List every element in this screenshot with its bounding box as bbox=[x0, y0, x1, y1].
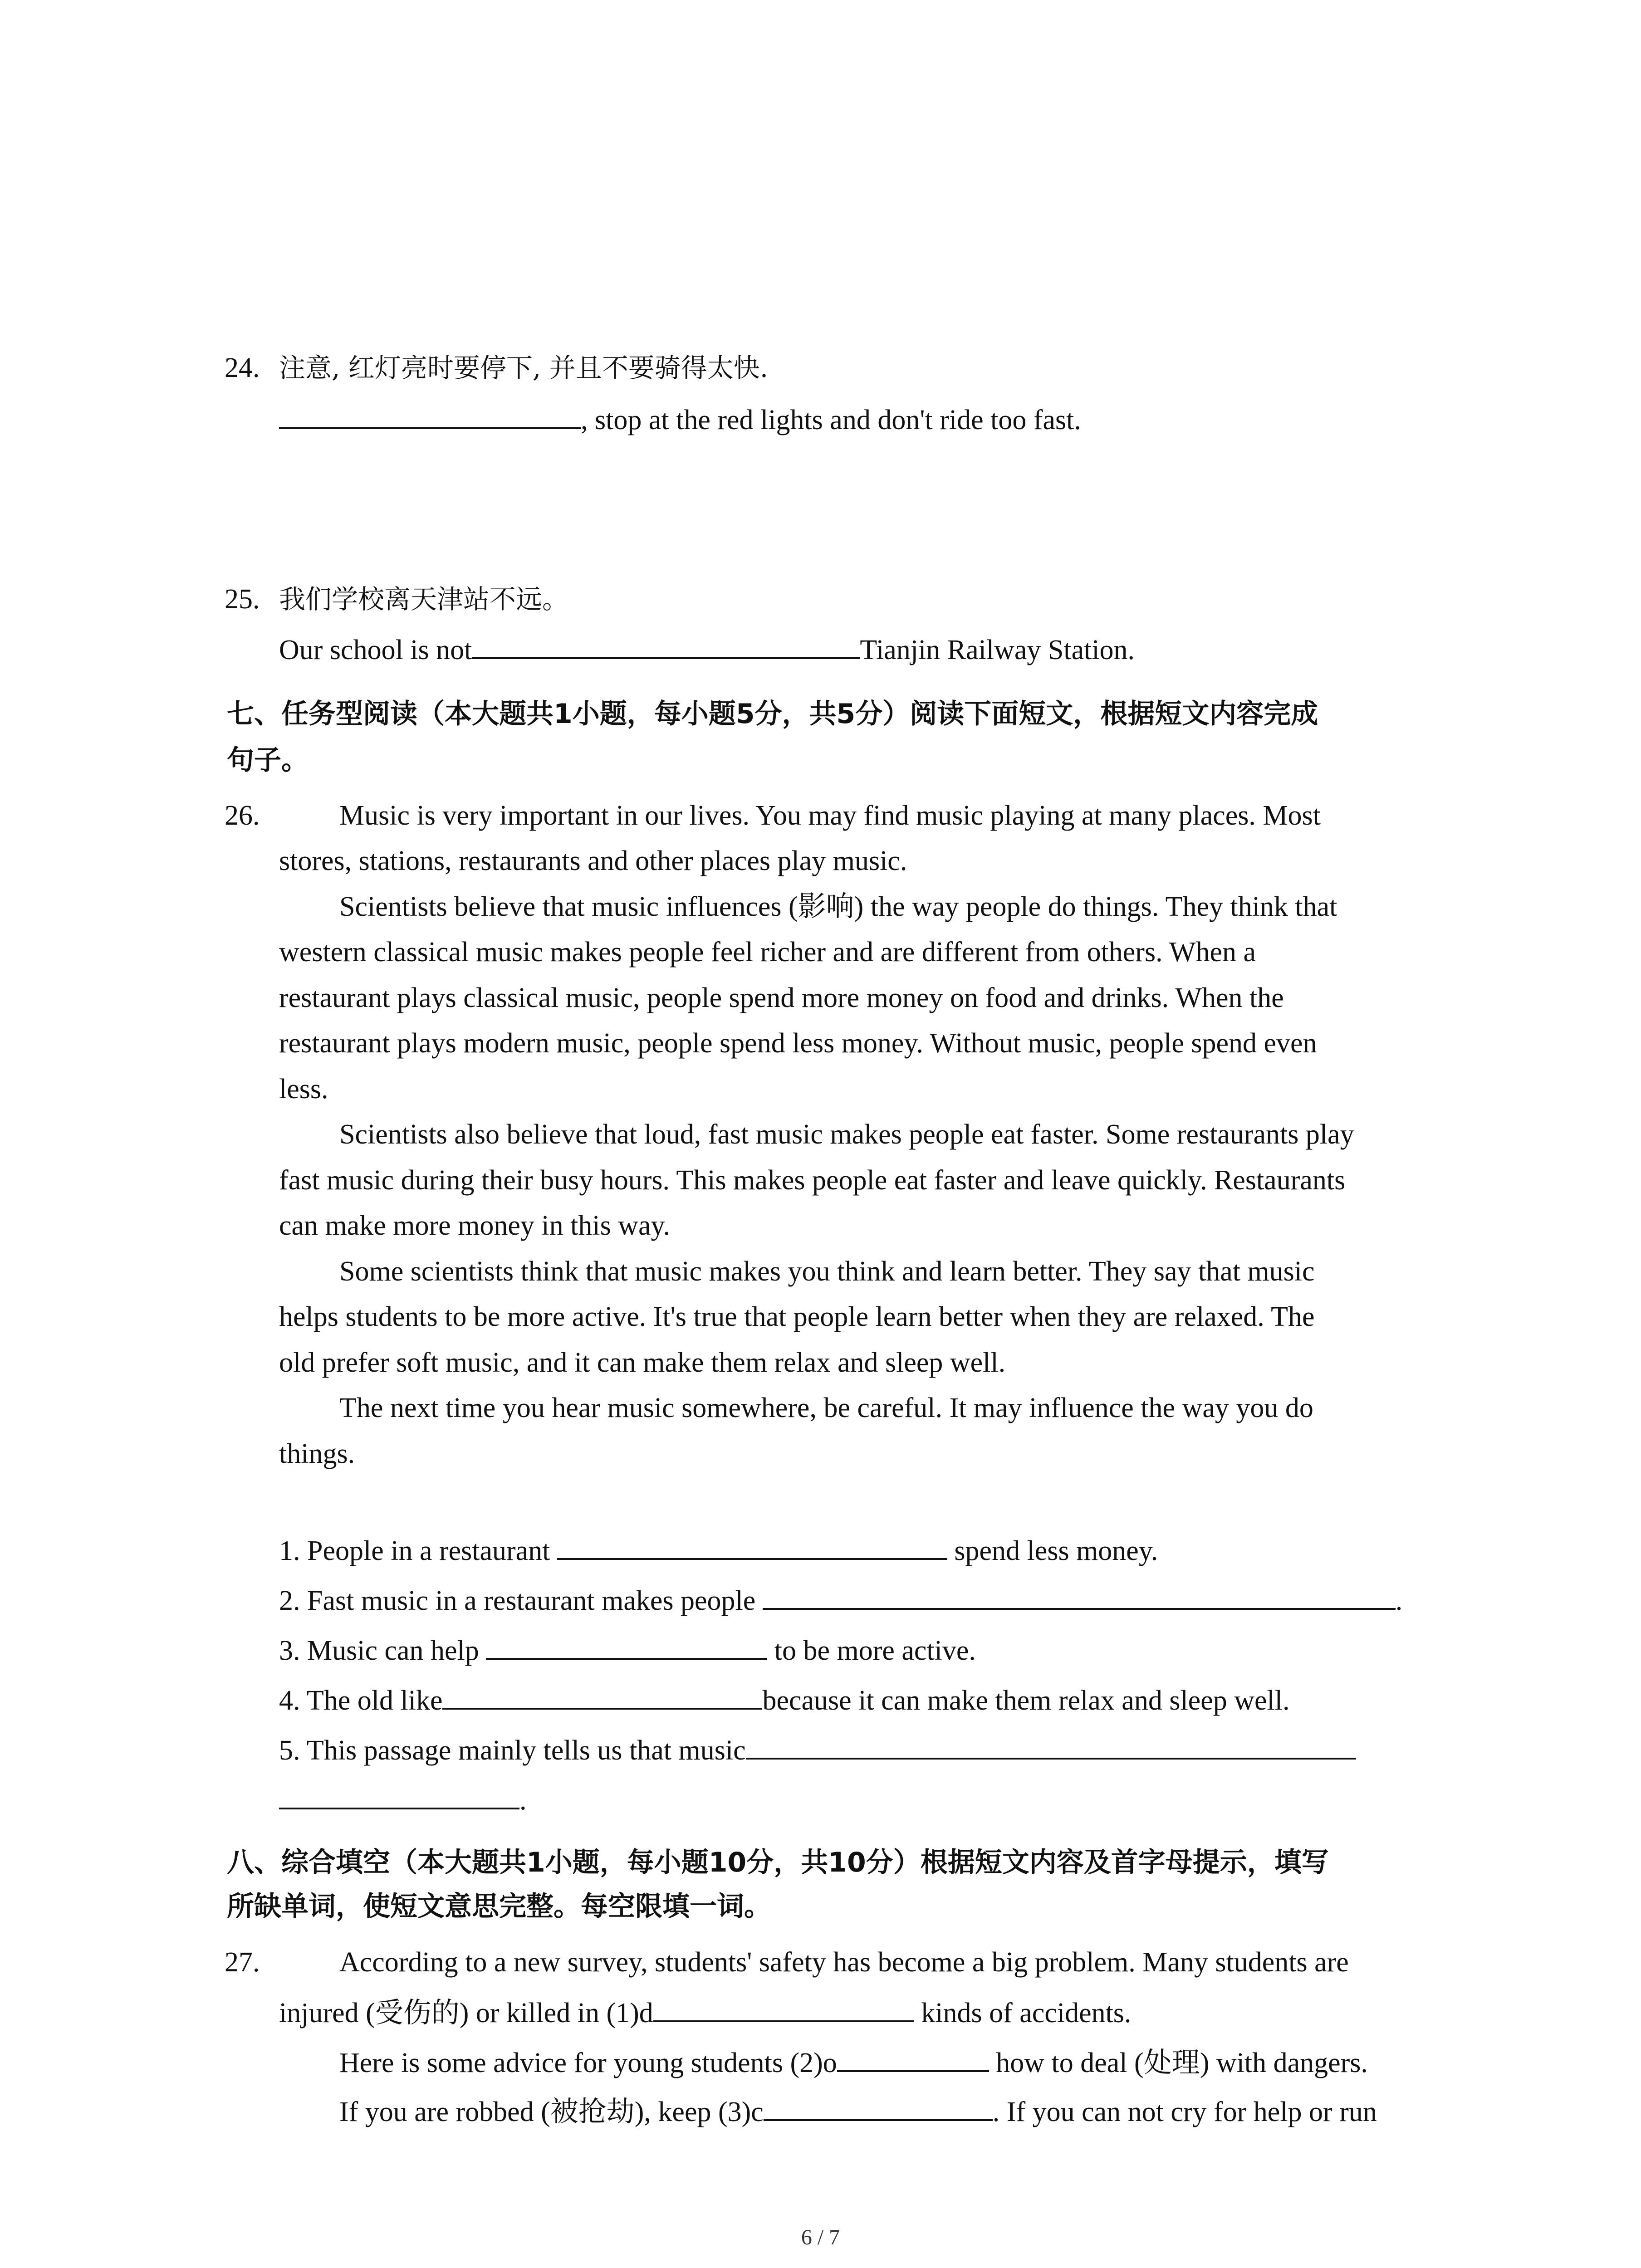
answer-blank[interactable] bbox=[746, 1733, 1356, 1760]
passage-line: fast music during their busy hours. This makes people eat faster and leave quickly. Restaurants bbox=[279, 1165, 1346, 1196]
cloze-line: Here is some advice for young students (2)o how to deal (处理) with dangers. bbox=[339, 2046, 1368, 2079]
task-item-2: 2. Fast music in a restaurant makes people . bbox=[279, 1584, 1402, 1617]
passage-line: helps students to be more active. It's true that people learn better when they are relaxed. The bbox=[279, 1301, 1315, 1332]
answer-blank[interactable] bbox=[557, 1534, 947, 1560]
cloze-line: injured (受伤的) or killed in (1)d kinds of accidents. bbox=[279, 1996, 1131, 2029]
task-item-4: 4. The old like because it can make them relax and sleep well. bbox=[279, 1683, 1289, 1717]
answer-blank[interactable] bbox=[486, 1633, 767, 1660]
cloze-line: According to a new survey, students' safety has become a big problem. Many students are bbox=[339, 1947, 1349, 1978]
section-7-heading-line2: 句子。 bbox=[227, 744, 309, 776]
passage-line: restaurant plays classical music, people spend more money on food and drinks. When the bbox=[279, 982, 1284, 1013]
answer-blank[interactable] bbox=[653, 1996, 914, 2022]
answer-blank[interactable] bbox=[764, 2095, 993, 2121]
section-7-heading-line1: 七、任务型阅读（本大题共1小题，每小题5分，共5分）阅读下面短文，根据短文内容完成 bbox=[227, 698, 1318, 730]
passage-line: Music is very important in our lives. You may find music playing at many places. Most bbox=[339, 800, 1321, 831]
passage-line: old prefer soft music, and it can make them relax and sleep well. bbox=[279, 1347, 1006, 1378]
passage-line: western classical music makes people feel richer and are different from others. When a bbox=[279, 937, 1256, 968]
answer-blank[interactable] bbox=[279, 403, 581, 429]
page-number: 6 / 7 bbox=[801, 2225, 840, 2249]
task-item-5-continued: . bbox=[279, 1783, 527, 1817]
passage-line: Scientists believe that music influences (影响) the way people do things. They think that bbox=[339, 891, 1337, 922]
answer-blank[interactable] bbox=[442, 1683, 762, 1710]
answer-blank[interactable] bbox=[279, 1783, 519, 1809]
document-page: 24. 注意, 红灯亮时要停下, 并且不要骑得太快. , stop at the red lights and don't ride too fast. 25. 我们学校离天津站不远。 Our school is not Tianjin Railway Station. 七、任务型阅读（本大题共1小题，每小题5分，共5分）阅读下面短文，根据短文内容完成 句子。 26. Music is very important in our lives. You may find music playing at many places. Most stores, stations, restaurants and other places play music. Scientists believe that music influences (影响) the way people do things. They think that western classical music makes people feel richer and are different from others. When a restaurant plays classical music, people spend more money on food and drinks. When the restaurant plays modern music, people spend less money. Without music, people spend even less. Scientists also believe that loud, fast music makes people eat faster. Some restaurants play fast music during their busy hours. This makes people eat faster and leave quickly. Restaurants can make more money in this way. Some scientists think that music makes you think and learn better. They say that music helps students to be more active. It's true that people learn better when they are relaxed. The old prefer soft music, and it can make them relax and sleep well. The next time you hear music somewhere, be careful. It may influence the way you do things. 1. People in a restaurant spend less money. 2. Fast music in a restaurant makes people . 3. Music can help to be more active. 4. The old like because it can make them relax and sleep well. 5. This passage mainly tells us that music . 八、综合填空（本大题共1小题，每小题10分，共10分）根据短文内容及首字母提示，填写 所缺单词，使短文意思完整。每空限填一词。 27. According to a new survey, students' safety has become a big problem. Many students are injured (受伤的) or killed in (1)d kinds of accidents. Here is some advice for young students (2)o how to deal (处理) with dangers. If you are robbed (被抢劫), keep (3)c . If you can not cry for help or run 6 / 7 bbox=[0, 0, 1641, 2268]
passage-line: stores, stations, restaurants and other places play music. bbox=[279, 846, 907, 876]
section-8-heading-line2: 所缺单词，使短文意思完整。每空限填一词。 bbox=[227, 1891, 771, 1922]
answer-blank[interactable] bbox=[472, 633, 860, 659]
passage-line: Some scientists think that music makes you think and learn better. They say that music bbox=[339, 1256, 1315, 1287]
answer-blank[interactable] bbox=[763, 1584, 1396, 1610]
passage-line: restaurant plays modern music, people spend less money. Without music, people spend even bbox=[279, 1028, 1317, 1059]
question-24-english: , stop at the red lights and don't ride too fast. bbox=[279, 403, 1081, 436]
passage-line: Scientists also believe that loud, fast music makes people eat faster. Some restaurants play bbox=[339, 1119, 1354, 1150]
task-item-5: 5. This passage mainly tells us that music bbox=[279, 1733, 1356, 1767]
passage-line: less. bbox=[279, 1074, 328, 1105]
section-8-heading-line1: 八、综合填空（本大题共1小题，每小题10分，共10分）根据短文内容及首字母提示，填写 bbox=[227, 1847, 1329, 1878]
passage-line: can make more money in this way. bbox=[279, 1210, 671, 1241]
cloze-line: If you are robbed (被抢劫), keep (3)c . If you can not cry for help or run bbox=[339, 2095, 1377, 2128]
question-25-english: Our school is not Tianjin Railway Station. bbox=[279, 633, 1135, 666]
answer-blank[interactable] bbox=[837, 2046, 989, 2072]
task-item-1: 1. People in a restaurant spend less money. bbox=[279, 1534, 1158, 1567]
passage-line: The next time you hear music somewhere, be careful. It may influence the way you do bbox=[339, 1393, 1313, 1423]
passage-line: things. bbox=[279, 1438, 355, 1469]
task-item-3: 3. Music can help to be more active. bbox=[279, 1633, 976, 1667]
